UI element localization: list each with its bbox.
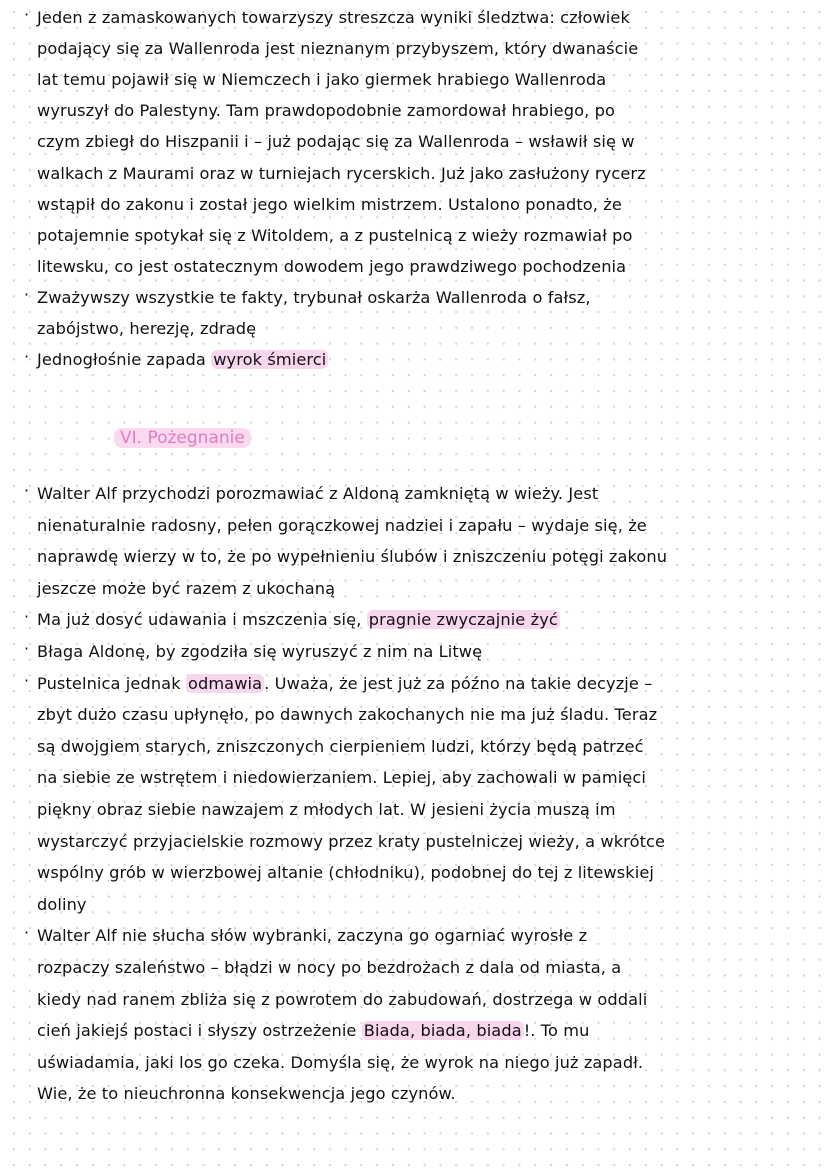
text-segment: potajemnie spotykał się z Witoldem, a z pustelnicą z wieży rozmawiał po <box>37 225 633 245</box>
text-line <box>37 7 630 29</box>
text-line <box>37 957 621 979</box>
text-line <box>37 349 328 371</box>
text-segment: Wie, że to nieuchronna konsekwencja jego czynów. <box>37 1084 456 1104</box>
bullet-icon: · <box>24 923 30 943</box>
text-segment: !. To mu <box>523 1021 590 1041</box>
text-line <box>37 831 665 853</box>
text-segment: Walter Alf przychodzi porozmawiać z Aldoną zamkniętą w wieży. Jest <box>37 484 599 503</box>
text-segment: nienaturalnie radosny, pełen gorączkowej nadziei i zapału – wydaje się, że <box>37 515 647 535</box>
text-segment: Błaga Aldonę, by zgodziła się wyruszyć z nim na Litwę <box>37 642 483 661</box>
highlighted-text: wyrok śmierci <box>213 350 327 370</box>
text-line <box>37 1083 456 1105</box>
text-line <box>37 925 587 947</box>
text-line <box>37 704 657 726</box>
bullet-icon: · <box>24 481 30 500</box>
bullet-icon: · <box>24 347 30 367</box>
text-segment: wystarczyć przyjacielskie rozmowy przez kraty pustelniczej wieży, a wkrótce <box>37 831 666 851</box>
text-segment: cień jakiejś postaci i słyszy ostrzeżenie <box>37 1021 362 1041</box>
text-segment: . Uważa, że jest już za późno na takie decyzje – <box>264 673 653 693</box>
text-segment: zabójstwo, herezję, zdradę <box>37 319 257 338</box>
text-segment: Jednogłośnie zapada <box>37 350 212 370</box>
text-segment: wspólny grób w wierzbowej altanie (chłodniku), podobnej do tej z litewskiej <box>37 863 654 883</box>
text-segment: piękny obraz siebie nawzajem z młodych lat. W jesieni życia muszą im <box>37 800 616 819</box>
text-line <box>37 862 654 884</box>
text-line <box>37 163 646 185</box>
text-line <box>37 483 598 505</box>
text-line <box>37 736 644 758</box>
text-line <box>37 131 635 153</box>
text-line <box>37 100 615 122</box>
text-segment: Walter Alf nie słucha słów wybranki, zaczyna go ogarniać wyrosłe z <box>37 926 588 946</box>
text-line <box>37 546 667 568</box>
bullet-icon: · <box>24 5 30 24</box>
text-line <box>37 989 647 1011</box>
text-line <box>37 38 638 60</box>
text-line <box>37 515 647 537</box>
text-segment: czym zbiegł do Hiszpanii i – już podając się za Wallenroda – wsławił się w <box>37 132 635 152</box>
bullet-icon: · <box>24 639 30 658</box>
text-segment: jeszcze może być razem z ukochaną <box>37 578 336 598</box>
text-line <box>37 225 633 247</box>
text-segment: wstąpił do zakonu i został jego wielkim mistrzem. Ustalono ponadto, że <box>37 194 622 214</box>
text-line <box>37 767 646 789</box>
text-line <box>37 69 606 91</box>
text-line <box>37 194 622 216</box>
text-segment: naprawdę wierzy w to, że po wypełnieniu ślubów i zniszczeniu potęgi zakonu <box>37 547 668 567</box>
text-segment: uświadamia, jaki los go czeka. Domyśla się, że wyrok na niego już zapadł. <box>37 1052 644 1072</box>
text-segment: na siebie ze wstrętem i niedowierzaniem. Lepiej, aby zachowali w pamięci <box>37 768 646 788</box>
text-segment: zbyt dużo czasu upłynęło, po dawnych zakochanych nie ma już śladu. Teraz <box>37 705 658 725</box>
text-segment: wyruszył do Palestyny. Tam prawdopodobnie zamordował hrabiego, po <box>37 101 615 121</box>
bullet-icon: · <box>24 284 30 304</box>
section-heading: VI. Pożegnanie <box>114 428 251 448</box>
text-line <box>37 256 626 278</box>
text-segment: Zważywszy wszystkie te fakty, trybunał oskarża Wallenroda o fałsz, <box>37 287 591 307</box>
text-segment: Pustelnica jednak <box>37 673 186 693</box>
text-line <box>37 799 616 821</box>
text-line <box>37 318 256 340</box>
text-line <box>37 578 335 600</box>
text-line <box>37 1052 643 1074</box>
text-line <box>37 641 482 663</box>
text-segment: są dwojgiem starych, zniszczonych cierpieniem ludzi, którzy będą patrzeć <box>37 736 644 756</box>
text-line <box>37 1020 590 1042</box>
text-segment: podający się za Wallenroda jest nieznanym przybyszem, który dwanaście <box>37 39 639 59</box>
text-line <box>37 894 87 916</box>
text-line <box>37 673 652 695</box>
text-segment: litewsku, co jest ostatecznym dowodem jego prawdziwego pochodzenia <box>37 256 627 276</box>
text-segment: rozpaczy szaleństwo – błądzi w nocy po bezdrożach z dala od miasta, a <box>37 958 622 977</box>
highlighted-text: odmawia <box>187 673 263 693</box>
bullet-icon: · <box>24 607 30 627</box>
highlighted-text: Biada, biada, biada <box>363 1021 522 1041</box>
text-segment: kiedy nad ranem zbliża się z powrotem do zabudowań, dostrzega w oddali <box>37 989 648 1009</box>
text-line <box>37 609 560 631</box>
text-segment: Jeden z zamaskowanych towarzyszy streszcza wyniki śledztwa: człowiek <box>37 8 630 27</box>
text-line <box>37 287 591 309</box>
text-segment: walkach z Maurami oraz w turniejach rycerskich. Już jako zasłużony rycerz <box>37 163 646 183</box>
highlighted-text: pragnie zwyczajnie żyć <box>368 610 558 630</box>
text-segment: doliny <box>37 894 87 914</box>
bullet-icon: · <box>24 670 30 690</box>
text-segment: Ma już dosyć udawania i mszczenia się, <box>37 610 367 630</box>
text-segment: lat temu pojawił się w Niemczech i jako giermek hrabiego Wallenroda <box>37 70 607 90</box>
